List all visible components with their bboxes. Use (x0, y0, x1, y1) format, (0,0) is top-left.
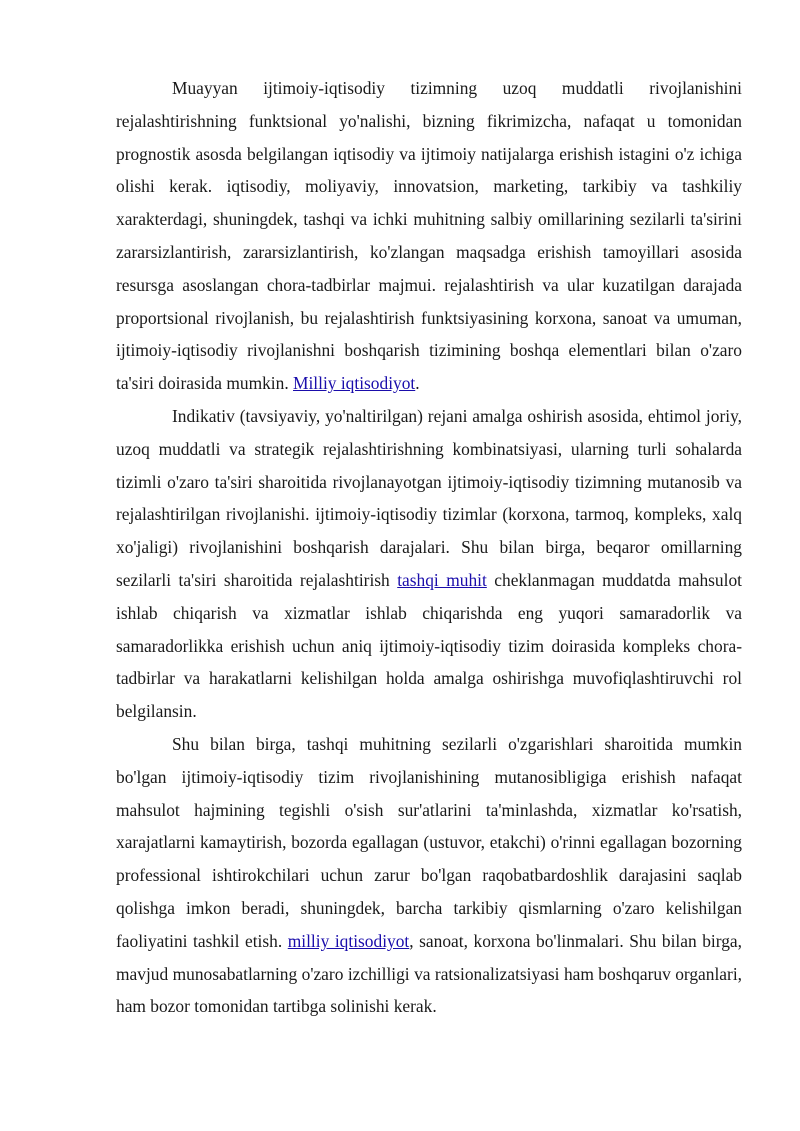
paragraph-1 (116, 72, 742, 400)
link-milliy-iqtisodiyot-2[interactable]: milliy iqtisodiyot (287, 930, 410, 951)
paragraph-1-end: . (415, 373, 420, 394)
paragraph-3-text-before: Shu bilan birga, tashqi muhitning sezilarli o'zgarishlari sharoitida mumkin bo'lgan ijtimoiy-iqtisodiy tizim rivojlanishining mutanosibligiga erishish nafaqat mahsulot hajmining tegishli o'sish sur'atlarini ta'minlashda, xizmatlar ko'rsatish, xarajatlarni kamaytirish, bozorda egallagan (ustuvor, etakchi) o'rinni egallagan bozorning professional ishtirokchilari uchun zarur bo'lgan raqobatbardoshlik darajasini saqlab qolishga imkon beradi, shuningdek, barcha tarkibiy qismlarning o'zaro kelishilgan faoliyatini tashkil etish. (116, 733, 742, 951)
paragraph-2 (116, 400, 742, 728)
link-tashqi-muhit[interactable]: tashqi muhit (397, 569, 487, 590)
link-milliy-iqtisodiyot-1[interactable]: Milliy iqtisodiyot (293, 373, 416, 394)
paragraph-3 (116, 728, 742, 1023)
paragraph-3-text-after: , sanoat, korxona bo'linmalari. Shu bilan birga, mavjud munosabatlarning o'zaro izchilligi va ratsionalizatsiyasi ham boshqaruv organlari, ham bozor tomonidan tartibga solinishi kerak. (116, 930, 742, 1017)
paragraph-2-text-before: Indikativ (tavsiyaviy, yo'naltirilgan) rejani amalga oshirish asosida, ehtimol joriy, uzoq muddatli va strategik rejalashtirishning kombinatsiyasi, ularning turli sohalarda tizimli o'zaro ta'siri sharoitida rivojlanayotgan ijtimoiy-iqtisodiy tizimning mutanosib va rejalashtirilgan rivojlanishi. ijtimoiy-iqtisodiy tizimlar (korxona, tarmoq, kompleks, xalq xo'jaligi) rivojlanishini boshqarish darajalari. Shu bilan birga, beqaror omillarning sezilarli ta'siri sharoitida rejalashtirish (116, 405, 742, 590)
document-body (116, 72, 742, 1023)
paragraph-2-text-after: cheklanmagan muddatda mahsulot ishlab chiqarish va xizmatlar ishlab chiqarishda eng yuqori samaradorlik va samaradorlikka erishish uchun aniq ijtimoiy-iqtisodiy tizim doirasida kompleks chora-tadbirlar va harakatlarni kelishilgan holda amalga oshirishga muvofiqlashtiruvchi rol belgilansin. (116, 569, 742, 722)
paragraph-1-text: Muayyan ijtimoiy-iqtisodiy tizimning uzoq muddatli rivojlanishini rejalashtirishning funktsional yo'nalishi, bizning fikrimizcha, nafaqat u tomonidan prognostik asosda belgilangan iqtisodiy va ijtimoiy natijalarga erishish istagini o'z ichiga olishi kerak. iqtisodiy, moliyaviy, innovatsion, marketing, tarkibiy va tashkiliy xarakterdagi, shuningdek, tashqi va ichki muhitning salbiy omillarining sezilarli ta'sirini zararsizlantirish, zararsizlantirish, ko'zlangan maqsadga erishish tamoyillari asosida resursga asoslangan chora-tadbirlar majmui. rejalashtirish va ular kuzatilgan darajada proportsional rivojlanish, bu rejalashtirish funktsiyasining korxona, sanoat va umuman, ijtimoiy-iqtisodiy rivojlanishni boshqarish tizimining boshqa elementlari bilan o'zaro ta'siri doirasida mumkin. (116, 78, 742, 394)
